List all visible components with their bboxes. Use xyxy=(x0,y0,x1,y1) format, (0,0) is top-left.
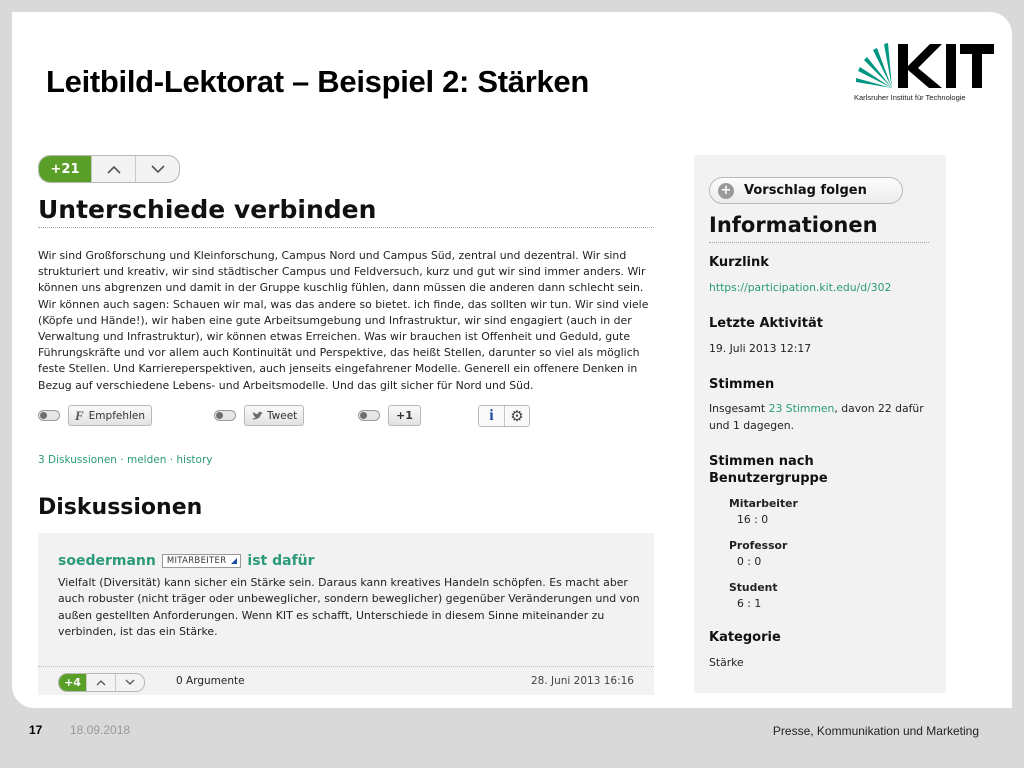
facebook-icon: F xyxy=(75,407,84,423)
category-value: Stärke xyxy=(709,656,744,669)
gplus-button[interactable]: +1 xyxy=(388,405,421,426)
group-name: Student xyxy=(729,581,778,594)
vote-count: +21 xyxy=(39,156,91,182)
category-label: Kategorie xyxy=(709,630,781,645)
group-name: Mitarbeiter xyxy=(729,497,798,510)
logo-subtitle: Karlsruher Institut für Technologie xyxy=(854,93,966,102)
group-name: Professor xyxy=(729,539,788,552)
divider xyxy=(709,242,929,243)
tweet-button[interactable] xyxy=(244,405,304,426)
comment-header xyxy=(58,553,315,569)
chevron-up-icon xyxy=(96,679,106,686)
follow-label: Vorschlag folgen xyxy=(744,183,867,198)
comment-card xyxy=(38,533,654,695)
activity-value: 19. Juli 2013 12:17 xyxy=(709,342,812,355)
proposal-text: Wir sind Großforschung und Kleinforschung, Campus Nord und Campus Süd, zentral und dezentral. Wir sind strukturiert und kreativ, wir sind städtischer Campus und Feldversuch, kurz und gut wir sind immer anders. Wir können uns abgrenzen und damit in der Gruppe kuschlig fühlen, dann müssen die anderen dann schlecht sein. Wir können auch sagen: Schauen wir mal, was das andere so bietet. ich finde, das sollten wir tun. Wir sind viele (Köpfe und Hände!), wir haben eine gute Arbeitsumgebung und Infrastruktur, wir sind engagiert (auch in der Verwaltung und Infrastruktur), wir können etwas Erreichen. Was wir brauchen ist Offenheit und Geduld, gute Führungskräfte und vor allem auch Kontinuität und Perspektive, das heißt Stellen, darunter so viel als möglich feste Stellen. Und Karriereperspektiven, auch jenseits eingefahrener Modelle. Generell ein offenere Denken in Bezug auf verschiedene Lebens- und Arbeitsmodelle. Und das gilt sicher für Nord und Süd. xyxy=(38,249,649,392)
user-group-badge: MITARBEITER xyxy=(162,554,242,568)
facebook-share xyxy=(38,405,152,426)
kit-logo xyxy=(854,36,996,106)
groups-label: Stimmen nach Benutzergruppe xyxy=(709,454,828,486)
chevron-down-icon xyxy=(151,165,165,174)
info-tools xyxy=(478,405,530,427)
facebook-recommend-button[interactable] xyxy=(68,405,152,426)
comment-text: Vielfalt (Diversität) kann sicher ein Stärke sein. Daraus kann kreatives Handeln schöpfen. Es macht aber auch robuster (nicht träger oder unbeweglicher, sondern beweglicher) gegenüber Veränderungen und von außen gestellten Anforderungen. Wenn KIT es schafft, Unterschiede in diesem Sinne miteinander zu verbinden, ist das ein Stärke. xyxy=(58,576,640,638)
chevron-up-icon xyxy=(107,165,121,174)
comment-date: 28. Juni 2013 16:16 xyxy=(530,675,634,687)
chevron-down-icon xyxy=(125,679,135,686)
slide-date: 18.09.2018 xyxy=(70,723,131,737)
kurzlink-label: Kurzlink xyxy=(709,255,769,270)
info-sidebar xyxy=(694,155,946,693)
comment-vote-widget xyxy=(58,673,145,692)
gplus-toggle[interactable] xyxy=(358,410,380,421)
votes-label: Stimmen xyxy=(709,377,775,392)
discussions-heading: Diskussionen xyxy=(38,495,203,520)
twitter-share xyxy=(214,405,304,426)
facebook-toggle[interactable] xyxy=(38,410,60,421)
proposal-title: Unterschiede verbinden xyxy=(38,195,377,224)
info-icon[interactable]: i xyxy=(479,406,504,426)
proposal-links[interactable]: 3 Diskussionen · melden · history xyxy=(38,454,213,466)
tweet-label: Tweet xyxy=(267,409,298,422)
group-votes: 0 : 0 xyxy=(737,555,762,568)
info-heading: Informationen xyxy=(709,213,878,237)
twitter-bird-icon xyxy=(251,411,264,421)
activity-label: Letzte Aktivität xyxy=(709,316,823,331)
comment-stance: ist dafür xyxy=(247,553,315,569)
comment-footer xyxy=(38,666,654,695)
vote-up-button[interactable] xyxy=(91,156,135,182)
facebook-recommend-label: Empfehlen xyxy=(88,409,146,422)
votes-link[interactable]: 23 Stimmen xyxy=(768,402,835,415)
comment-arguments-link[interactable]: 0 Argumente xyxy=(176,675,245,687)
votes-pre: Insgesamt xyxy=(709,402,769,415)
group-votes: 6 : 1 xyxy=(737,597,762,610)
votes-line2: und 1 dagegen. xyxy=(709,418,795,432)
votes-line1-post: , davon 22 dafür xyxy=(834,402,924,415)
comment-vote-count: +4 xyxy=(59,674,86,691)
page-number: 17 xyxy=(29,723,43,737)
twitter-toggle[interactable] xyxy=(214,410,236,421)
votes-summary xyxy=(709,401,939,434)
department-label: Presse, Kommunikation und Marketing xyxy=(772,724,979,738)
kurzlink-url[interactable]: https://participation.kit.edu/d/302 xyxy=(709,281,892,294)
comment-author[interactable]: soedermann xyxy=(58,553,156,569)
gear-icon[interactable]: ⚙ xyxy=(504,406,529,426)
gplus-share xyxy=(358,405,421,426)
vote-down-button[interactable] xyxy=(135,156,179,182)
group-votes: 16 : 0 xyxy=(737,513,769,526)
follow-proposal-button[interactable] xyxy=(709,177,903,204)
comment-vote-down-button[interactable] xyxy=(115,674,144,691)
plus-icon: + xyxy=(718,183,734,199)
slide-title: Leitbild-Lektorat – Beispiel 2: Stärken xyxy=(46,64,590,99)
vote-widget xyxy=(38,155,180,183)
comment-vote-up-button[interactable] xyxy=(86,674,115,691)
divider xyxy=(38,227,654,228)
